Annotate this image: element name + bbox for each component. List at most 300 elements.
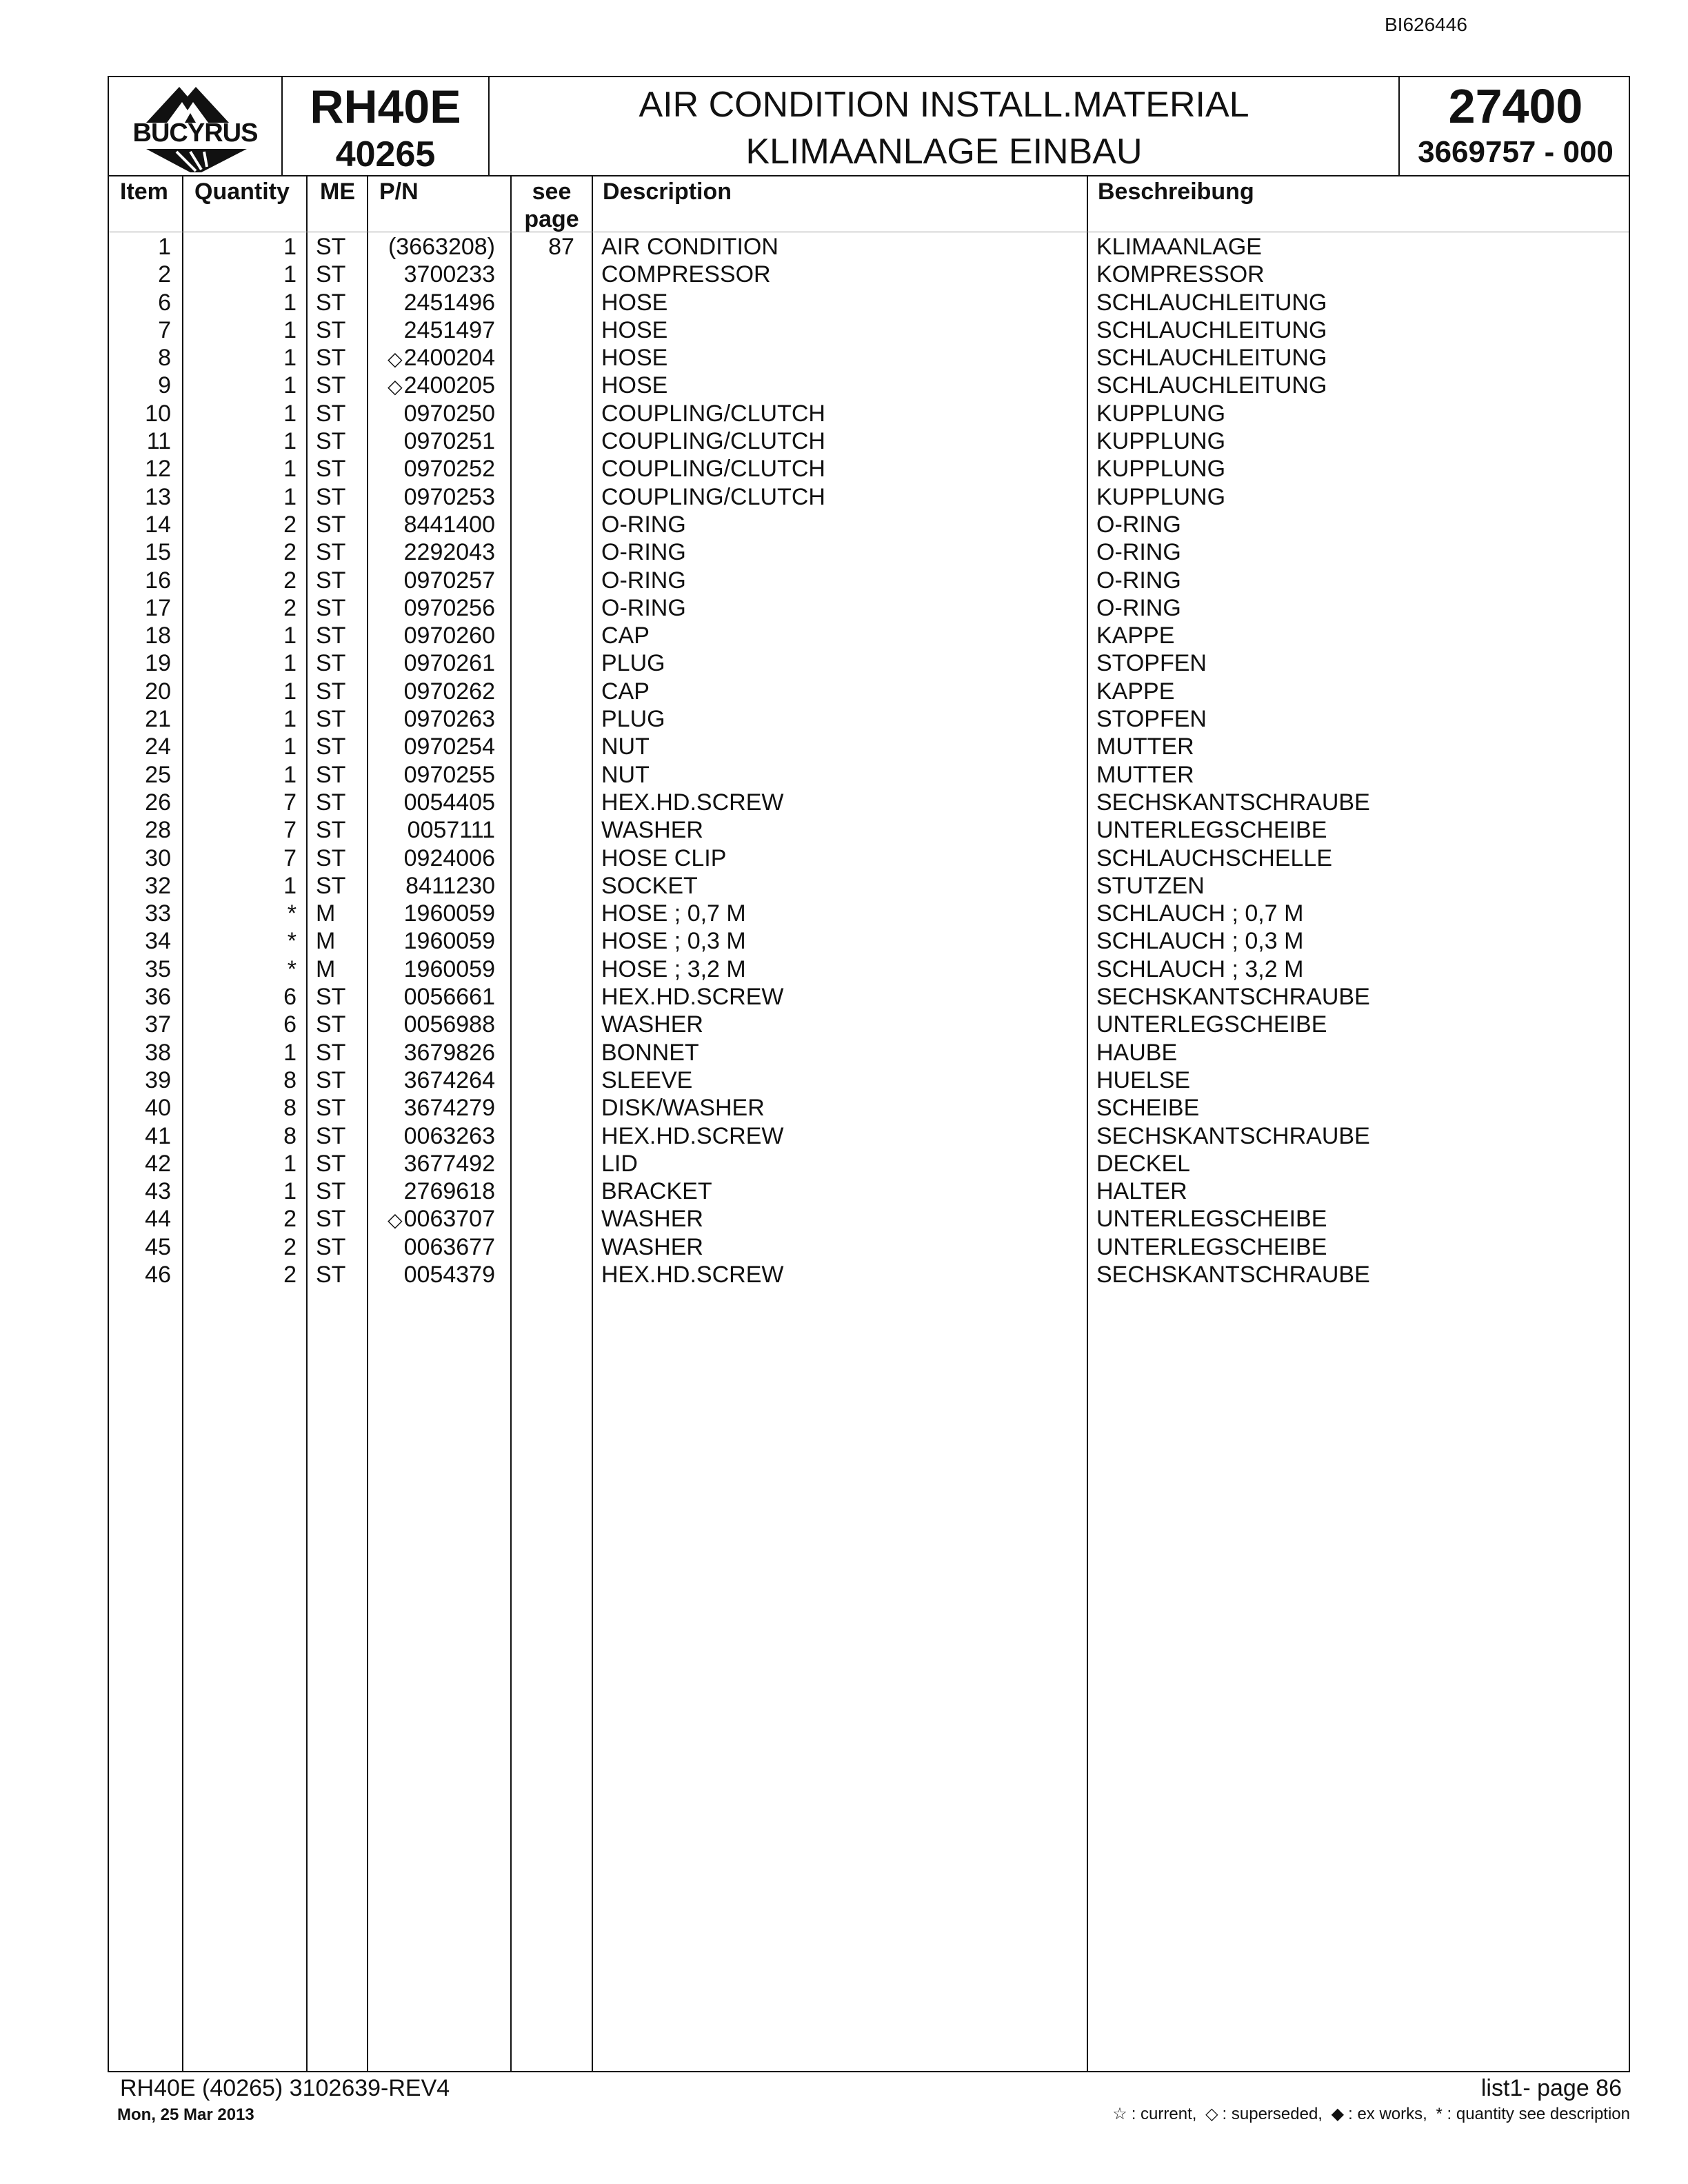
table-row [109,845,1629,872]
beschreibung: MUTTER [1096,734,1194,760]
item-number: 2 [158,261,171,288]
description: O-RING [601,594,686,621]
beschreibung: KOMPRESSOR [1096,261,1265,288]
beschreibung: SECHSKANTSCHRAUBE [1096,1122,1370,1149]
quantity: 1 [283,872,297,899]
unit: ST [316,511,346,538]
description: COUPLING/CLUTCH [601,428,825,455]
unit: ST [316,483,346,510]
item-number: 6 [158,289,171,316]
item-number: 41 [145,1122,171,1149]
item-number: 13 [145,483,171,510]
unit: ST [316,261,346,288]
logo-text: BUCYRUS [132,119,258,148]
beschreibung: SECHSKANTSCHRAUBE [1096,1261,1370,1288]
unit: ST [316,539,346,566]
description: WASHER [601,1233,703,1260]
part-number: 1960059 [403,928,495,955]
part-number: 0924006 [403,845,495,871]
part-number-cell [404,1039,495,1066]
table-row [109,649,1629,677]
part-number: 0970255 [403,761,495,788]
table-row [109,927,1629,955]
unit: M [316,928,336,955]
item-number: 14 [145,511,171,538]
table-row [109,567,1629,594]
part-number-cell [404,1066,495,1094]
part-number: 0970260 [403,623,495,649]
quantity: 8 [283,1095,297,1122]
part-number-cell [404,1150,495,1177]
part-number: 2292043 [403,539,495,566]
part-number-cell [404,927,495,955]
unit: ST [316,234,346,260]
col-description: Description [603,179,732,205]
part-number: 2769618 [403,1178,495,1205]
unit: ST [316,623,346,649]
quantity: 1 [283,456,297,483]
col-see-label: see [532,179,572,205]
description: HOSE ; 3,2 M [601,956,746,982]
beschreibung: KUPPLUNG [1096,428,1226,455]
description: COMPRESSOR [601,261,771,288]
diamond-filled-icon: ◆ [1331,2105,1345,2123]
table-row [109,1039,1629,1066]
model-name: RH40E [310,81,461,133]
part-number: 0057111 [407,817,495,844]
description: HEX.HD.SCREW [601,1261,784,1288]
unit: ST [316,400,346,427]
item-number: 18 [145,623,171,649]
beschreibung: UNTERLEGSCHEIBE [1096,1206,1327,1233]
unit: ST [316,789,346,816]
item-number: 16 [145,567,171,594]
part-number: 2451497 [403,316,495,343]
quantity: 8 [283,1066,297,1093]
part-number: 0970257 [403,567,495,594]
part-number: 2451496 [403,289,495,316]
superseded-diamond-icon: ◇ [388,1209,403,1231]
quantity: 1 [283,261,297,288]
bucyrus-logo [119,83,274,177]
table-row [109,483,1629,511]
part-number-cell [404,400,495,427]
table-row [109,427,1629,455]
table-row [109,455,1629,483]
part-number-cell [404,761,495,789]
item-number: 39 [145,1066,171,1093]
part-number-cell [404,1261,495,1288]
table-row [109,789,1629,816]
description: PLUG [601,650,665,677]
description: HOSE ; 0,3 M [601,928,746,955]
footer-reference: RH40E (40265) 3102639-REV4 [120,2075,450,2101]
unit: ST [316,1066,346,1093]
table-row [109,261,1629,288]
part-number: 0970262 [403,678,495,705]
description: WASHER [601,817,703,844]
part-number-cell [404,983,495,1011]
part-number-cell [404,789,495,816]
col-see-page [521,178,582,233]
parts-list-frame [108,76,1630,2072]
legend-exworks: : ex works, [1348,2105,1427,2123]
description: SOCKET [601,872,698,899]
part-number: 1960059 [403,956,495,982]
unit: M [316,900,336,927]
parts-table-body [109,233,1629,1288]
part-number: 8411230 [405,872,495,899]
beschreibung: DECKEL [1096,1150,1191,1177]
unit: ST [316,706,346,733]
part-number-cell [404,900,495,927]
beschreibung: STOPFEN [1096,706,1207,733]
beschreibung: HALTER [1096,1178,1187,1205]
part-number-cell [405,872,495,900]
table-row [109,1122,1629,1150]
unit: ST [316,289,346,316]
part-number: 8441400 [403,511,495,538]
quantity: 1 [283,678,297,705]
beschreibung: SECHSKANTSCHRAUBE [1096,789,1370,816]
item-number: 28 [145,817,171,844]
description: HEX.HD.SCREW [601,984,784,1011]
unit: ST [316,1122,346,1149]
description: AIR CONDITION [601,234,778,260]
col-item: Item [120,179,168,205]
quantity: 1 [283,1178,297,1205]
item-number: 35 [145,956,171,982]
part-number-cell [388,1205,495,1234]
description: HOSE ; 0,7 M [601,900,746,927]
item-number: 33 [145,900,171,927]
description: CAP [601,678,650,705]
part-number-cell [404,538,495,566]
beschreibung: HAUBE [1096,1039,1178,1066]
quantity: 2 [283,1233,297,1260]
beschreibung: SCHLAUCH ; 3,2 M [1096,956,1304,982]
col-quantity: Quantity [194,179,290,205]
unit: ST [316,456,346,483]
table-row [109,344,1629,372]
item-number: 36 [145,984,171,1011]
part-number-cell [388,344,495,373]
quantity: 1 [283,1150,297,1177]
unit: ST [316,428,346,455]
unit: ST [316,1011,346,1038]
beschreibung: SCHLAUCHLEITUNG [1096,372,1327,399]
quantity: 7 [283,845,297,871]
quantity: 1 [283,316,297,343]
part-number-cell [404,594,495,622]
part-number: 3674279 [403,1095,495,1122]
document-id: BI626446 [1385,14,1467,35]
item-number: 44 [145,1206,171,1233]
item-number: 21 [145,706,171,733]
quantity: 1 [283,345,297,372]
part-number-cell [404,705,495,733]
beschreibung: SCHLAUCHLEITUNG [1096,289,1327,316]
title-german: KLIMAANLAGE EINBAU [745,132,1143,172]
description: HOSE CLIP [601,845,727,871]
title-cell [490,77,1400,175]
quantity: 1 [283,483,297,510]
item-number: 26 [145,789,171,816]
quantity: 2 [283,539,297,566]
beschreibung: KLIMAANLAGE [1096,234,1262,260]
quantity: 1 [283,234,297,260]
item-number: 1 [158,234,171,260]
item-number: 25 [145,761,171,788]
part-number: 0970256 [403,594,495,621]
part-number: 2400204 [403,345,495,372]
part-number-cell [404,427,495,455]
part-number: 3679826 [403,1039,495,1066]
unit: ST [316,1233,346,1260]
description: HOSE [601,316,668,343]
item-number: 20 [145,678,171,705]
beschreibung: KAPPE [1096,623,1175,649]
part-number-cell [404,845,495,872]
part-number-cell [404,455,495,483]
part-number: 0970250 [403,400,495,427]
unit: ST [316,817,346,844]
beschreibung: UNTERLEGSCHEIBE [1096,1233,1327,1260]
quantity: 1 [283,289,297,316]
unit: ST [316,1261,346,1288]
part-number: 0063677 [403,1233,495,1260]
description: PLUG [601,706,665,733]
beschreibung: SECHSKANTSCHRAUBE [1096,984,1370,1011]
description: O-RING [601,567,686,594]
quantity: 7 [283,817,297,844]
unit: ST [316,594,346,621]
description: HEX.HD.SCREW [601,789,784,816]
beschreibung: KUPPLUNG [1096,483,1226,510]
legend-quantity: * : quantity see description [1436,2105,1630,2123]
superseded-diamond-icon: ◇ [388,376,403,398]
quantity: 1 [283,372,297,399]
table-row [109,1261,1629,1288]
beschreibung: MUTTER [1096,761,1194,788]
part-number: 0054405 [403,789,495,816]
unit: ST [316,316,346,343]
beschreibung: SCHLAUCHSCHELLE [1096,845,1332,871]
part-number-cell [404,678,495,705]
description: LID [601,1150,638,1177]
part-number-cell [404,289,495,316]
table-row [109,761,1629,789]
part-number-cell [404,483,495,511]
description: SLEEVE [601,1066,693,1093]
description: HOSE [601,372,668,399]
beschreibung: KAPPE [1096,678,1175,705]
table-row [109,1150,1629,1177]
part-number-cell [404,511,495,538]
drawing-number: 3669757 - 000 [1418,135,1614,169]
star-icon: ☆ [1112,2105,1127,2123]
item-number: 17 [145,594,171,621]
quantity: * [287,928,297,955]
quantity: 2 [283,594,297,621]
table-row [109,316,1629,344]
part-number-cell [404,956,495,983]
item-number: 43 [145,1178,171,1205]
quantity: 1 [283,706,297,733]
beschreibung: STOPFEN [1096,650,1207,677]
unit: M [316,956,336,982]
table-row [109,983,1629,1011]
item-number: 8 [158,345,171,372]
item-number: 11 [146,428,171,455]
col-beschreibung: Beschreibung [1098,179,1254,205]
beschreibung: SCHLAUCHLEITUNG [1096,316,1327,343]
unit: ST [316,567,346,594]
part-number: 3674264 [403,1066,495,1093]
part-number: 0054379 [403,1261,495,1288]
part-number-cell [404,567,495,594]
part-number: 0063707 [403,1206,495,1233]
footer-page: list1- page 86 [1480,2075,1622,2101]
description: HOSE [601,289,668,316]
item-number: 12 [145,456,171,483]
serial-number: 40265 [335,134,436,174]
beschreibung: SCHLAUCHLEITUNG [1096,345,1327,372]
table-row [109,956,1629,983]
description: BONNET [601,1039,699,1066]
quantity: 1 [283,1039,297,1066]
beschreibung: O-RING [1096,594,1181,621]
unit: ST [316,372,346,399]
table-row [109,678,1629,705]
beschreibung: SCHLAUCH ; 0,7 M [1096,900,1304,927]
unit: ST [316,678,346,705]
description: O-RING [601,539,686,566]
part-number-cell [404,622,495,649]
quantity: 1 [283,428,297,455]
item-number: 42 [145,1150,171,1177]
table-row [109,233,1629,261]
table-row [109,1233,1629,1261]
part-number-cell [388,372,495,401]
quantity: 6 [283,1011,297,1038]
quantity: 2 [283,1261,297,1288]
description: CAP [601,623,650,649]
unit: ST [316,845,346,871]
beschreibung: KUPPLUNG [1096,400,1226,427]
table-row [109,594,1629,622]
header-bar [109,77,1629,176]
part-number: 2400205 [403,372,495,399]
part-number-cell [408,816,495,844]
model-cell [283,77,490,175]
legend-superseded: : superseded, [1222,2105,1323,2123]
table-row [109,733,1629,760]
table-row [109,1066,1629,1094]
quantity: 2 [283,1206,297,1233]
quantity: 6 [283,984,297,1011]
item-number: 30 [145,845,171,871]
group-cell [1400,77,1631,175]
part-number-cell [404,1122,495,1150]
table-row [109,816,1629,844]
col-page-label: page [524,206,579,232]
quantity: 1 [283,650,297,677]
part-number: (3663208) [388,234,495,260]
part-number: 0063263 [403,1122,495,1149]
beschreibung: O-RING [1096,511,1181,538]
col-me: ME [320,179,355,205]
legend-current: : current, [1131,2105,1197,2123]
table-row [109,372,1629,399]
group-number: 27400 [1448,79,1583,133]
unit: ST [316,1150,346,1177]
description: COUPLING/CLUTCH [601,483,825,510]
unit: ST [316,872,346,899]
unit: ST [316,734,346,760]
see-page: 87 [548,234,574,260]
table-row [109,705,1629,733]
diamond-outline-icon: ◇ [1205,2105,1218,2123]
quantity: * [287,900,297,927]
item-number: 10 [145,400,171,427]
part-number-cell [404,1011,495,1038]
quantity: 1 [283,734,297,760]
part-number-cell [388,233,495,261]
item-number: 9 [158,372,171,399]
description: HEX.HD.SCREW [601,1122,784,1149]
table-row [109,1011,1629,1038]
description: COUPLING/CLUTCH [601,400,825,427]
part-number: 0970252 [403,456,495,483]
part-number-cell [404,1233,495,1261]
beschreibung: UNTERLEGSCHEIBE [1096,1011,1327,1038]
part-number: 0970251 [403,428,495,455]
table-row [109,872,1629,900]
part-number: 3700233 [403,261,495,288]
part-number-cell [404,649,495,677]
unit: ST [316,984,346,1011]
item-number: 37 [145,1011,171,1038]
quantity: 7 [283,789,297,816]
logo-cell [109,77,283,175]
part-number: 0970253 [403,483,495,510]
quantity: 8 [283,1122,297,1149]
beschreibung: O-RING [1096,567,1181,594]
title-english: AIR CONDITION INSTALL.MATERIAL [639,85,1249,125]
description: COUPLING/CLUTCH [601,456,825,483]
part-number: 0970261 [403,650,495,677]
table-row [109,289,1629,316]
beschreibung: HUELSE [1096,1066,1191,1093]
item-number: 24 [145,734,171,760]
col-pn: P/N [379,179,419,205]
description: DISK/WASHER [601,1095,765,1122]
quantity: 1 [283,623,297,649]
unit: ST [316,1095,346,1122]
part-number-cell [404,261,495,288]
description: O-RING [601,511,686,538]
part-number-cell [404,733,495,760]
item-number: 46 [145,1261,171,1288]
part-number: 0970254 [403,734,495,760]
description: HOSE [601,345,668,372]
unit: ST [316,1206,346,1233]
table-row [109,1205,1629,1233]
unit: ST [316,650,346,677]
beschreibung: STUTZEN [1096,872,1205,899]
unit: ST [316,1178,346,1205]
